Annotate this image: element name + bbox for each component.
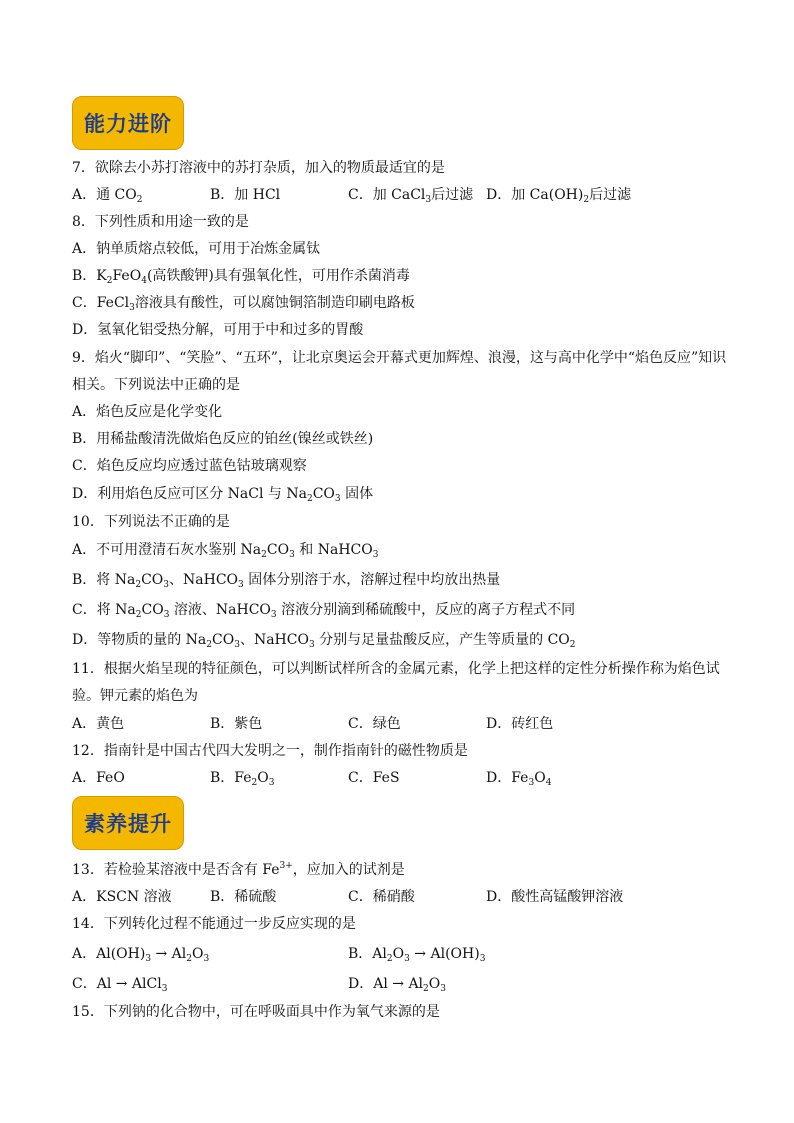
- question-14-stem: 14．下列转化过程不能通过一步反应实现的是: [72, 916, 356, 932]
- q11-option-d: D．砖红色: [486, 716, 554, 732]
- question-8-stem: 8．下列性质和用途一致的是: [72, 214, 249, 230]
- question-11-stem-line1: 11．根据火焰呈现的特征颜色，可以判断试样所含的金属元素，化学上把这样的定性分析操作称为焰色试: [72, 661, 720, 677]
- q8-option-a: A．钠单质熔点较低，可用于冶炼金属钛: [72, 241, 321, 257]
- q10-option-d: D．等物质的量的 $Na_2CO_3$、NaHCO$_3$ 分别与足量盐酸反应，产生等质量的 $CO_2$: [72, 632, 576, 650]
- q13-option-b: B．稀硫酸: [210, 889, 277, 905]
- question-15-stem: 15．下列钠的化合物中，可在呼吸面具中作为氧气来源的是: [72, 1004, 440, 1020]
- q7-option-b: B．加 HCl: [210, 187, 281, 203]
- q10-option-b: B．将 $Na_2CO_3$、NaHCO$_3$ 固体分别溶于水，溶解过程中均放出热量: [72, 572, 501, 590]
- question-7-stem: 7．欲除去小苏打溶液中的苏打杂质，加入的物质最适宜的是: [72, 160, 445, 176]
- section-badge-literacy: 素养提升: [72, 796, 184, 850]
- q13-option-a: A．KSCN 溶液: [72, 889, 172, 905]
- q11-option-c: C．绿色: [348, 716, 401, 732]
- question-9-stem-line1: 9．焰火“脚印”、“笑脸”、“五环”，让北京奥运会开幕式更加辉煌、浪漫，这与高中化学中“焰色反应”知识: [72, 350, 727, 366]
- question-11-stem-line2: 验。钾元素的焰色为: [72, 688, 198, 704]
- q7-option-c: C．加 CaCl$_3$后过滤: [348, 187, 474, 205]
- q9-option-a: A．焰色反应是化学变化: [72, 404, 223, 420]
- question-12-stem: 12．指南针是中国古代四大发明之一，制作指南针的磁性物质是: [72, 743, 468, 759]
- q14-option-c: C．Al → AlCl$_3$: [72, 976, 168, 994]
- q12-option-d: D．$Fe_3O_4$: [486, 770, 552, 788]
- q11-option-a: A．黄色: [72, 716, 125, 732]
- q9-option-c: C．焰色反应均应透过蓝色钴玻璃观察: [72, 458, 307, 474]
- q9-option-b: B．用稀盐酸清洗做焰色反应的铂丝(镍丝或铁丝): [72, 431, 374, 447]
- question-13-stem: 13．若检验某溶液中是否含有 $Fe^{3+}$，应加入的试剂是: [72, 861, 405, 878]
- q14-option-b: B．$Al_2O_3 \to Al(OH)_3$: [348, 946, 486, 964]
- q14-option-a: A．$Al(OH)_3 \to Al_2O_3$: [72, 946, 210, 964]
- q14-option-d: D．$Al \to Al_2O_3$: [348, 976, 446, 994]
- q12-option-a: A．FeO: [72, 770, 125, 786]
- q10-option-a: A．不可用澄清石灰水鉴别 $Na_2CO_3$ 和 NaHCO$_3$: [72, 542, 379, 560]
- question-9-stem-line2: 相关。下列说法中正确的是: [72, 377, 240, 393]
- section-badge-ability: 能力进阶: [72, 96, 184, 150]
- q8-option-b: B．$K_2FeO_4$(高铁酸钾)具有强氧化性，可用作杀菌消毒: [72, 268, 410, 286]
- question-10-stem: 10．下列说法不正确的是: [72, 514, 230, 530]
- q7-option-a: A．通 $CO_2$: [72, 187, 143, 205]
- q13-option-d: D．酸性高锰酸钾溶液: [486, 889, 624, 905]
- q12-option-c: C．FeS: [348, 770, 400, 786]
- q9-option-d: D．利用焰色反应可区分 NaCl 与 $Na_2CO_3$ 固体: [72, 486, 374, 504]
- q8-option-c: C．FeCl$_3$溶液具有酸性，可以腐蚀铜箔制造印刷电路板: [72, 295, 415, 313]
- q7-option-d: D．加 $Ca(OH)_2$后过滤: [486, 187, 632, 205]
- q11-option-b: B．紫色: [210, 716, 263, 732]
- q13-option-c: C．稀硝酸: [348, 889, 415, 905]
- q10-option-c: C．将 $Na_2CO_3$ 溶液、NaHCO$_3$ 溶液分别滴到稀硫酸中，反应的离子方程式不同: [72, 602, 576, 620]
- q12-option-b: B．$Fe_2O_3$: [210, 770, 275, 788]
- q8-option-d: D．氢氧化铝受热分解，可用于中和过多的胃酸: [72, 322, 364, 338]
